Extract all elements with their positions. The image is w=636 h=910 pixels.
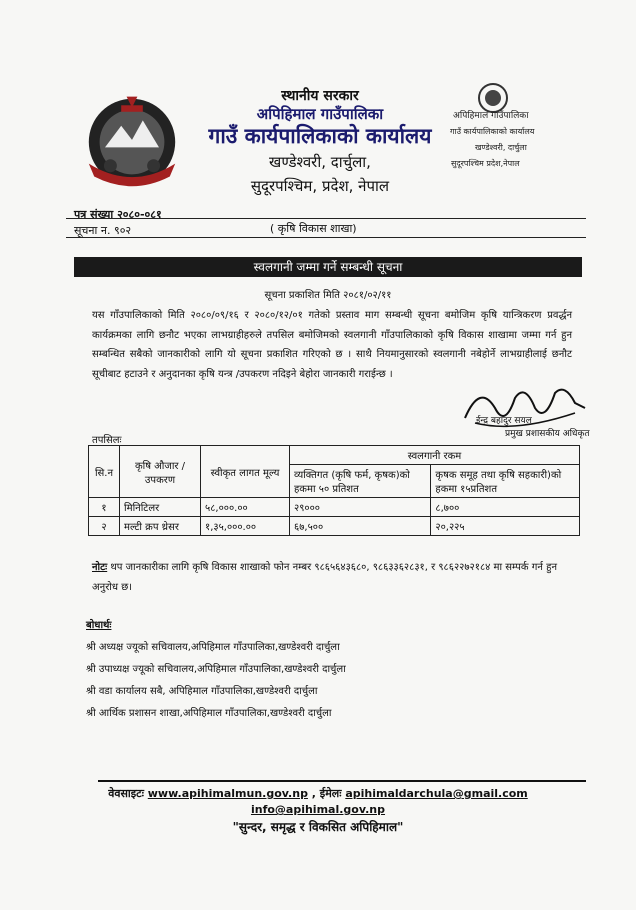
footer-contact [0,786,636,801]
website-label: वेवसाइटः [108,787,144,800]
th-sn: सि.न [89,446,120,498]
svg-text:खण्डेश्वरी, दार्चुला: खण्डेश्वरी, दार्चुला [475,143,527,152]
svg-text:गाउँ कार्यपालिकाको कार्यालय: गाउँ कार्यपालिकाको कार्यालय [450,127,535,136]
cell-group: २०,२२५ [431,517,580,536]
cell-individual: ६७,५०० [290,517,431,536]
signatory-title: प्रमुख प्रशासकीय अधिकृत [505,429,590,439]
cc-item: श्री अध्यक्ष ज्यूको सचिवालय,अपिहिमाल गाँउपालिका,खण्डेश्वरी दार्चुला [86,642,340,653]
cell-cost: १,३५,०००.०० [201,517,290,536]
investment-table [88,445,580,536]
footer-divider [98,780,586,782]
th-group: कृषक समूह तथा कृषि सहकारी)को हकमा १५प्रतिशत [431,465,580,498]
branch-label: ( कृषि विकास शाखा) [270,222,357,235]
publish-date: सूचना प्रकाशित मिति २०८१/०२/११ [264,290,392,301]
note-label: नोटः [92,562,108,573]
details-label: तपसिलः [92,435,122,446]
footer-slogan: "सुन्दर, समृद्ध र विकसित अपिहिमाल" [232,820,404,834]
cc-label: बोधार्थः [86,620,112,631]
divider-bottom [66,237,586,238]
cell-sn: २ [89,517,120,536]
cc-item: श्री वडा कार्यालय सबै, अपिहिमाल गाँउपालिका,खण्डेश्वरी दार्चुला [86,686,318,697]
notice-body: यस गाँउपालिकाको मिति २०८०/०९/१६ र २०८०/१२/०१ गतेको प्रस्ताव माग सम्बन्धी सूचना बमोजिम कृषि यान्त्रिकरण प्रवर्द्धन कार्यक्रमका लागि छनौट भएका लाभग्राहीहरुले तपसिल बमोजिमको स्वलगानी गाँउपालिकाको कृषि विकास शाखामा जम्मा गर्न हुन सम्बन्धित सबैको जानकारीको लागि यो सूचना प्रकाशित गरिएको छ । साथै नियमानुसारको स्वलगानी नबेहोर्ने लाभग्राहीलाई छनौट सूचीबाट हटाउने र अनुदानका कृषि यन्त्र /उपकरण नदिइने बेहोरा जानकारी गराईन्छ । [92,310,572,380]
table-row [89,498,580,517]
cell-item: मल्टी क्रप थ्रेसर [120,517,201,536]
note-text: थप जानकारीका लागि कृषि विकास शाखाको फोन नम्बर ९८६५६४३६८०, ९८६३३६२८३१, र ९८६२२७२१८४ मा सम्पर्क गर्न हुन अनुरोध छ। [92,562,557,593]
email-label: , ईमेलः [311,787,342,800]
office-seal-stamp [445,78,567,196]
header-office: गाउँ कार्यपालिकाको कार्यालय [208,124,432,148]
cell-cost: ५८,०००.०० [201,498,290,517]
cell-item: मिनिटिलर [120,498,201,517]
svg-text:सुदूरपश्चिम प्रदेश,नेपाल: सुदूरपश्चिम प्रदेश,नेपाल [451,159,520,168]
cell-individual: २९००० [290,498,431,517]
notice-number: सूचना न. ९०२ [74,224,132,237]
notice-title-banner: स्वलगानी जम्मा गर्ने सम्बन्धी सूचना [74,257,582,277]
table-row [89,517,580,536]
divider-top [66,218,586,219]
letter-number: पत्र संख्या २०८०-०८१ [74,208,162,221]
th-invest: स्वलगानी रकम [290,446,580,465]
cell-sn: १ [89,498,120,517]
header-line-1: स्थानीय सरकार [281,88,359,104]
cell-group: ८,७०० [431,498,580,517]
email-link-secondary[interactable]: info@apihimal.gov.np [250,803,386,816]
footer-email-secondary [0,803,636,816]
svg-text:अपिहिमाल गाउँपालिका: अपिहिमाल गाउँपालिका [453,111,529,121]
th-item: कृषि औजार /उपकरण [120,446,201,498]
th-individual: व्यक्तिगत (कृषि फर्म, कृषक)को हकमा ५० प्रतिशत [290,465,431,498]
th-cost: स्वीकृत लागत मूल्य [201,446,290,498]
cc-item: श्री आर्थिक प्रशासन शाखा,अपिहिमाल गाँउपालिका,खण्डेश्वरी दार्चुला [86,708,332,719]
cc-section [86,615,346,725]
note-section [92,558,572,598]
website-link[interactable]: www.apihimalmun.gov.np [147,787,308,800]
email-link-primary[interactable]: apihimaldarchula@gmail.com [345,787,528,800]
header-address: खण्डेश्वरी, दार्चुला, [269,153,371,171]
cc-item: श्री उपाध्यक्ष ज्यूको सचिवालय,अपिहिमाल गाँउपालिका,खण्डेश्वरी दार्चुला [86,664,346,675]
header-province: सुदूरपश्चिम, प्रदेश, नेपाल [250,177,390,195]
header-municipality: अपिहिमाल गाउँपालिका [256,105,384,123]
signatory-name: ईन्द्र बहादुर सयल [476,416,532,426]
